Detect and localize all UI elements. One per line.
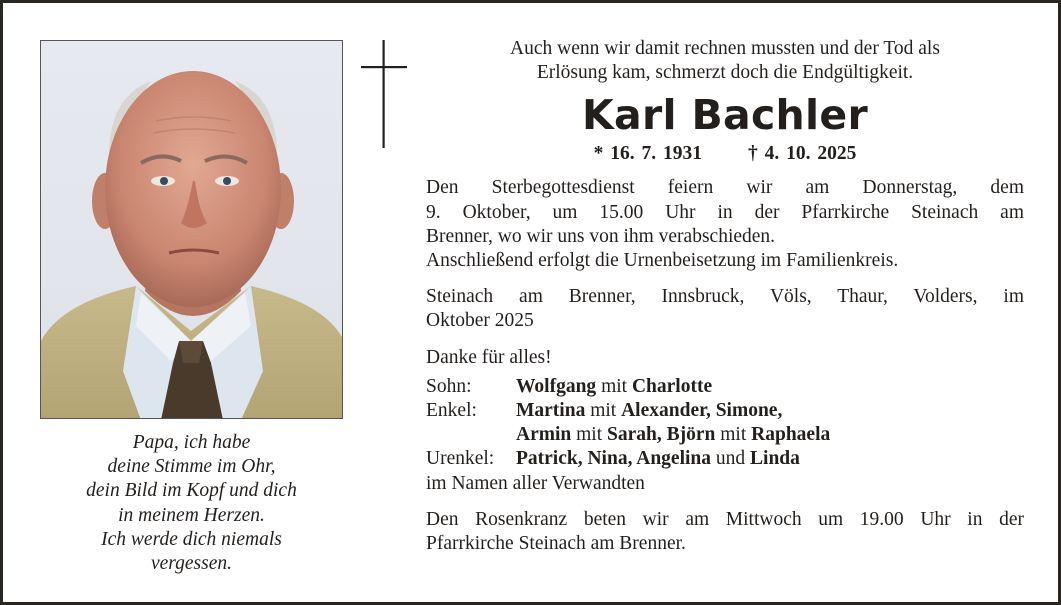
family-row-son: [426, 375, 1024, 399]
family-member: Armin: [516, 424, 572, 446]
family-member: Raphaela: [751, 424, 831, 446]
family-row-grandchildren-cont: [426, 423, 1024, 447]
family-member: Alexander, Simone,: [621, 400, 783, 422]
portrait-photo: [40, 40, 343, 419]
rosary-line: Den Rosenkranz beten wir am Mittwoch um 19.00 Uhr in der: [426, 508, 1024, 530]
relatives-line: im Namen aller Verwandten: [426, 472, 645, 494]
quote-line: vergessen.: [150, 553, 233, 575]
life-dates: [426, 141, 1024, 167]
places-paragraph: [426, 285, 1024, 333]
service-paragraph: [426, 176, 1024, 273]
quote-line: in meinem Herzen.: [118, 504, 265, 526]
family-member: Charlotte: [631, 375, 713, 397]
quote-line: deine Stimme im Ohr,: [107, 456, 276, 478]
motto: [426, 37, 1024, 85]
service-line: Brenner, wo wir uns von ihm verabschieden.: [426, 225, 776, 247]
family-row-great-grandchildren: [426, 447, 1024, 471]
portrait-illustration: [41, 41, 343, 419]
family-member: Patrick, Nina, Angelina: [516, 448, 712, 470]
birth-date: * 16. 7. 1931: [593, 143, 702, 165]
cross-icon: [361, 40, 409, 148]
family-label: Urenkel:: [426, 448, 495, 470]
death-date: † 4. 10. 2025: [748, 143, 857, 165]
deceased-name: Karl Bachler: [581, 91, 869, 140]
family-row-grandchildren: [426, 399, 1024, 423]
quote-line: dein Bild im Kopf und dich: [86, 480, 297, 502]
family-list: [426, 375, 1024, 496]
motto-line: Auch wenn wir damit rechnen mussten und der Tod als: [510, 38, 940, 59]
family-connector: mit: [601, 375, 628, 397]
family-connector: mit: [576, 424, 603, 446]
places-line: Steinach am Brenner, Innsbruck, Völs, Thaur, Volders, im: [426, 286, 1024, 308]
rosary-paragraph: [426, 508, 1024, 556]
family-member: Martina: [516, 400, 586, 422]
service-line: Anschließend erfolgt die Urnenbeisetzung im Familienkreis.: [426, 250, 899, 272]
service-line: Den Sterbegottesdienst feiern wir am Donnerstag, dem: [426, 177, 1024, 199]
family-member: Sarah, Björn: [607, 424, 716, 446]
family-connector: und: [715, 448, 746, 470]
service-line: 9. Oktober, um 15.00 Uhr in der Pfarrkirche Steinach am: [426, 201, 1024, 223]
rosary-line: Pfarrkirche Steinach am Brenner.: [426, 533, 686, 555]
obituary-text: [426, 37, 1024, 556]
family-member: Wolfgang: [516, 375, 597, 397]
quote-line: Ich werde dich niemals: [101, 528, 282, 550]
places-line: Oktober 2025: [426, 310, 534, 332]
quote: [40, 431, 343, 576]
family-connector: mit: [590, 400, 617, 422]
family-label: Enkel:: [426, 400, 477, 422]
motto-line: Erlösung kam, schmerzt doch die Endgültigkeit.: [536, 62, 914, 84]
family-member: Linda: [750, 448, 800, 470]
thanks-text: Danke für alles!: [426, 346, 552, 368]
quote-line: Papa, ich habe: [132, 432, 251, 453]
family-label: Sohn:: [426, 375, 472, 397]
family-connector: mit: [720, 424, 747, 446]
